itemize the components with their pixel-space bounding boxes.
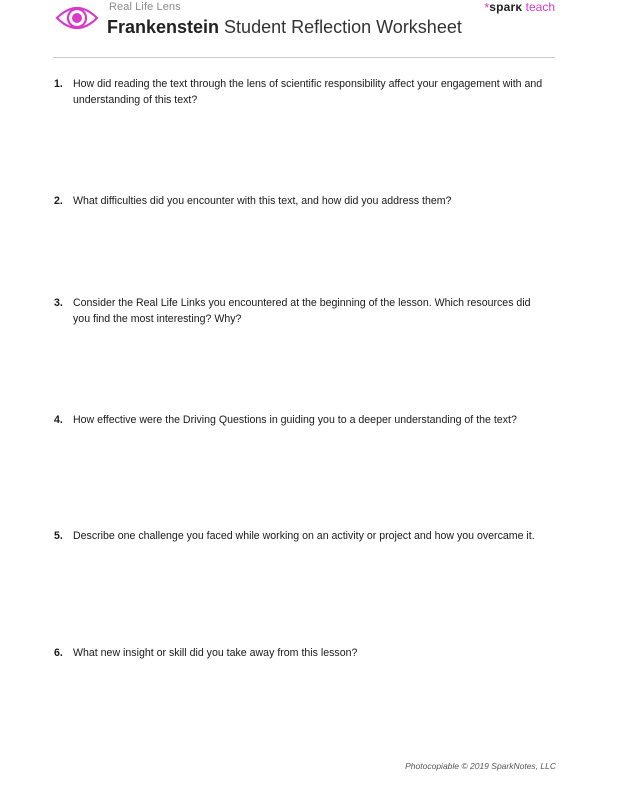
question-item (54, 193, 544, 209)
question-number: 2. (54, 195, 63, 207)
question-text: Describe one challenge you faced while working on an activity or project and how you overcame it. (73, 530, 535, 542)
question-text: What new insight or skill did you take away from this lesson? (73, 647, 358, 659)
lesson-kicker: Real Life Lens (109, 1, 181, 13)
question-item (54, 76, 544, 108)
brand-teach: teach (525, 0, 555, 14)
copyright-footer: Photocopiable © 2019 SparkNotes, LLC (405, 761, 556, 771)
question-item (54, 412, 544, 428)
question-text: How effective were the Driving Questions in guiding you to a deeper understanding of the text? (73, 414, 517, 426)
book-title: Frankenstein (107, 17, 220, 37)
worksheet-header (53, 0, 555, 58)
question-text: What difficulties did you encounter with this text, and how did you address them? (73, 195, 452, 207)
page-title (107, 17, 462, 38)
brand-logo (484, 0, 555, 15)
question-item (54, 645, 544, 661)
question-number: 3. (54, 297, 63, 309)
brand-spark: sparκ (489, 0, 523, 14)
question-text: How did reading the text through the lens of scientific responsibility affect your engagement with and understanding of this text? (73, 78, 543, 106)
question-item (54, 528, 544, 544)
question-number: 6. (54, 647, 63, 659)
brand-asterisk: * (484, 0, 490, 15)
worksheet-title: Student Reflection Worksheet (219, 17, 462, 37)
question-text: Consider the Real Life Links you encountered at the beginning of the lesson. Which resources did you find the most interesting? Why? (73, 297, 531, 325)
eye-icon (55, 2, 99, 34)
question-number: 5. (54, 530, 63, 542)
question-item (54, 295, 544, 327)
question-number: 4. (54, 414, 63, 426)
question-number: 1. (54, 78, 63, 90)
